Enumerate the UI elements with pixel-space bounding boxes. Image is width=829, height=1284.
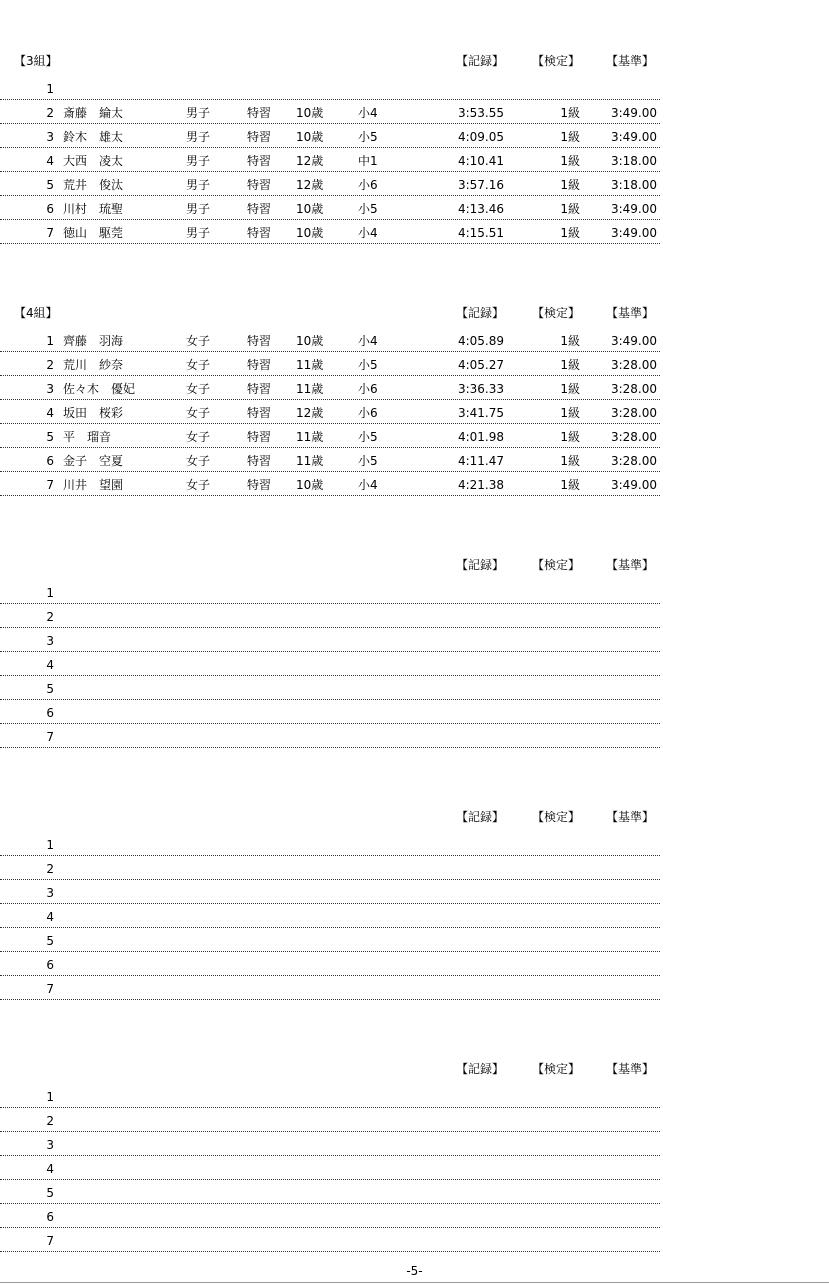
table-row (0, 352, 660, 376)
table-row (0, 904, 660, 928)
row-number: 3 (46, 382, 54, 396)
table-row (0, 580, 660, 604)
table-row (0, 148, 660, 172)
table-row (0, 220, 660, 244)
age: 10歳 (296, 202, 324, 216)
record-time: 4:09.05 (457, 130, 504, 144)
age: 10歳 (296, 226, 324, 240)
row-number: 5 (46, 430, 54, 444)
class: 特習 (247, 226, 272, 240)
swimmer-name: 徳山 駆莞 (63, 226, 124, 240)
school-grade: 小5 (358, 358, 378, 372)
swimmer-name: 斎藤 綸太 (63, 106, 124, 120)
standard-time: 3:28.00 (610, 382, 657, 396)
section-header (0, 556, 660, 580)
table-row (0, 976, 660, 1000)
row-number: 7 (46, 730, 54, 744)
heat-section-5 (0, 1060, 660, 1252)
table-row (0, 76, 660, 100)
kentei-level: 1級 (560, 106, 580, 120)
standard-header: 【基準】 (606, 810, 655, 824)
table-row (0, 472, 660, 496)
school-grade: 小4 (358, 334, 378, 348)
table-row (0, 1180, 660, 1204)
row-number: 4 (46, 1162, 54, 1176)
kentei-level: 1級 (560, 178, 580, 192)
section-header (0, 808, 660, 832)
kentei-level: 1級 (560, 154, 580, 168)
kentei-header: 【検定】 (532, 810, 581, 824)
table-row (0, 124, 660, 148)
record-header: 【記録】 (456, 558, 505, 572)
record-time: 3:53.55 (457, 106, 504, 120)
record-header: 【記録】 (456, 1062, 505, 1076)
standard-time: 3:49.00 (610, 106, 657, 120)
school-grade: 小5 (358, 430, 378, 444)
row-number: 2 (46, 610, 54, 624)
kentei-level: 1級 (560, 226, 580, 240)
age: 11歳 (296, 430, 324, 444)
class: 特習 (247, 454, 272, 468)
swimmer-name: 大西 凌太 (63, 154, 124, 168)
row-number: 1 (46, 586, 54, 600)
standard-time: 3:49.00 (610, 478, 657, 492)
row-number: 1 (46, 1090, 54, 1104)
section-header (0, 1060, 660, 1084)
gender: 男子 (186, 130, 211, 144)
swimmer-name: 川井 望園 (63, 478, 124, 492)
row-number: 7 (46, 1234, 54, 1248)
row-number: 7 (46, 478, 54, 492)
page-bottom-rule (0, 1282, 829, 1283)
table-row (0, 1108, 660, 1132)
row-number: 3 (46, 1138, 54, 1152)
gender: 女子 (186, 406, 211, 420)
table-row (0, 832, 660, 856)
row-number: 4 (46, 154, 54, 168)
table-row (0, 652, 660, 676)
group-label: 【4組】 (14, 306, 58, 320)
table-row (0, 100, 660, 124)
record-time: 4:10.41 (457, 154, 504, 168)
standard-time: 3:49.00 (610, 202, 657, 216)
table-row (0, 880, 660, 904)
row-number: 4 (46, 406, 54, 420)
table-row (0, 628, 660, 652)
swimmer-name: 平 瑠音 (63, 430, 112, 444)
page-number: -5- (406, 1264, 423, 1278)
age: 12歳 (296, 406, 324, 420)
standard-time: 3:49.00 (610, 334, 657, 348)
standard-time: 3:49.00 (610, 226, 657, 240)
row-number: 5 (46, 1186, 54, 1200)
heat-section-4 (0, 808, 660, 1000)
kentei-level: 1級 (560, 130, 580, 144)
row-number: 6 (46, 706, 54, 720)
group-label: 【3組】 (14, 54, 58, 68)
table-row (0, 1132, 660, 1156)
row-number: 3 (46, 130, 54, 144)
standard-time: 3:18.00 (610, 154, 657, 168)
table-row (0, 1228, 660, 1252)
row-number: 2 (46, 106, 54, 120)
record-header: 【記録】 (456, 810, 505, 824)
heat-section-3 (0, 556, 660, 748)
swimmer-name: 金子 空夏 (63, 454, 124, 468)
record-time: 3:41.75 (457, 406, 504, 420)
table-row (0, 724, 660, 748)
standard-time: 3:28.00 (610, 430, 657, 444)
kentei-header: 【検定】 (532, 558, 581, 572)
standard-time: 3:28.00 (610, 406, 657, 420)
age: 10歳 (296, 334, 324, 348)
kentei-header: 【検定】 (532, 1062, 581, 1076)
kentei-level: 1級 (560, 358, 580, 372)
table-row (0, 196, 660, 220)
standard-header: 【基準】 (606, 306, 655, 320)
row-number: 2 (46, 1114, 54, 1128)
table-row (0, 448, 660, 472)
table-row (0, 952, 660, 976)
gender: 男子 (186, 106, 211, 120)
row-number: 4 (46, 910, 54, 924)
class: 特習 (247, 202, 272, 216)
swimmer-name: 川村 琉聖 (63, 202, 124, 216)
school-grade: 小5 (358, 454, 378, 468)
record-time: 4:13.46 (457, 202, 504, 216)
swimmer-name: 齊藤 羽海 (63, 334, 124, 348)
row-number: 5 (46, 934, 54, 948)
gender: 男子 (186, 202, 211, 216)
gender: 男子 (186, 154, 211, 168)
standard-time: 3:28.00 (610, 454, 657, 468)
kentei-level: 1級 (560, 478, 580, 492)
school-grade: 小5 (358, 202, 378, 216)
row-number: 6 (46, 1210, 54, 1224)
school-grade: 小4 (358, 478, 378, 492)
row-number: 1 (46, 334, 54, 348)
standard-header: 【基準】 (606, 558, 655, 572)
swimmer-name: 坂田 桜彩 (63, 406, 124, 420)
swimmer-name: 鈴木 雄太 (63, 130, 124, 144)
record-header: 【記録】 (456, 54, 505, 68)
class: 特習 (247, 178, 272, 192)
table-row (0, 700, 660, 724)
age: 10歳 (296, 106, 324, 120)
row-number: 2 (46, 358, 54, 372)
kentei-level: 1級 (560, 202, 580, 216)
school-grade: 中1 (358, 154, 378, 168)
table-row (0, 328, 660, 352)
table-row (0, 400, 660, 424)
school-grade: 小4 (358, 226, 378, 240)
school-grade: 小5 (358, 130, 378, 144)
class: 特習 (247, 358, 272, 372)
kentei-level: 1級 (560, 454, 580, 468)
age: 11歳 (296, 382, 324, 396)
row-number: 7 (46, 982, 54, 996)
record-time: 4:21.38 (457, 478, 504, 492)
table-row (0, 1084, 660, 1108)
row-number: 6 (46, 202, 54, 216)
age: 11歳 (296, 358, 324, 372)
school-grade: 小6 (358, 406, 378, 420)
school-grade: 小6 (358, 178, 378, 192)
heat-section-2 (0, 304, 660, 496)
standard-header: 【基準】 (606, 1062, 655, 1076)
standard-time: 3:18.00 (610, 178, 657, 192)
class: 特習 (247, 430, 272, 444)
row-number: 1 (46, 838, 54, 852)
row-number: 5 (46, 178, 54, 192)
record-time: 3:36.33 (457, 382, 504, 396)
class: 特習 (247, 334, 272, 348)
age: 12歳 (296, 154, 324, 168)
kentei-header: 【検定】 (532, 54, 581, 68)
gender: 男子 (186, 178, 211, 192)
kentei-level: 1級 (560, 430, 580, 444)
table-row (0, 676, 660, 700)
class: 特習 (247, 406, 272, 420)
table-row (0, 172, 660, 196)
row-number: 1 (46, 82, 54, 96)
age: 10歳 (296, 478, 324, 492)
swimmer-name: 佐々木 優妃 (63, 382, 136, 396)
table-row (0, 928, 660, 952)
class: 特習 (247, 478, 272, 492)
section-header (0, 52, 660, 76)
row-number: 5 (46, 682, 54, 696)
table-row (0, 604, 660, 628)
heat-section-1 (0, 52, 660, 244)
table-row (0, 424, 660, 448)
record-time: 4:05.89 (457, 334, 504, 348)
age: 10歳 (296, 130, 324, 144)
gender: 男子 (186, 226, 211, 240)
standard-time: 3:49.00 (610, 130, 657, 144)
class: 特習 (247, 154, 272, 168)
age: 11歳 (296, 454, 324, 468)
standard-header: 【基準】 (606, 54, 655, 68)
school-grade: 小6 (358, 382, 378, 396)
table-row (0, 856, 660, 880)
gender: 女子 (186, 478, 211, 492)
record-header: 【記録】 (456, 306, 505, 320)
kentei-level: 1級 (560, 382, 580, 396)
gender: 女子 (186, 382, 211, 396)
class: 特習 (247, 130, 272, 144)
class: 特習 (247, 382, 272, 396)
table-row (0, 376, 660, 400)
gender: 女子 (186, 358, 211, 372)
standard-time: 3:28.00 (610, 358, 657, 372)
kentei-level: 1級 (560, 334, 580, 348)
kentei-header: 【検定】 (532, 306, 581, 320)
gender: 女子 (186, 454, 211, 468)
class: 特習 (247, 106, 272, 120)
record-time: 4:05.27 (457, 358, 504, 372)
row-number: 6 (46, 958, 54, 972)
school-grade: 小4 (358, 106, 378, 120)
gender: 女子 (186, 334, 211, 348)
swimmer-name: 荒井 俊汰 (63, 178, 124, 192)
table-row (0, 1204, 660, 1228)
row-number: 2 (46, 862, 54, 876)
row-number: 6 (46, 454, 54, 468)
row-number: 3 (46, 634, 54, 648)
table-row (0, 1156, 660, 1180)
record-time: 4:15.51 (457, 226, 504, 240)
row-number: 3 (46, 886, 54, 900)
section-header (0, 304, 660, 328)
gender: 女子 (186, 430, 211, 444)
record-time: 3:57.16 (457, 178, 504, 192)
row-number: 4 (46, 658, 54, 672)
kentei-level: 1級 (560, 406, 580, 420)
age: 12歳 (296, 178, 324, 192)
swimmer-name: 荒川 紗奈 (63, 358, 124, 372)
row-number: 7 (46, 226, 54, 240)
record-time: 4:01.98 (457, 430, 504, 444)
record-time: 4:11.47 (457, 454, 504, 468)
